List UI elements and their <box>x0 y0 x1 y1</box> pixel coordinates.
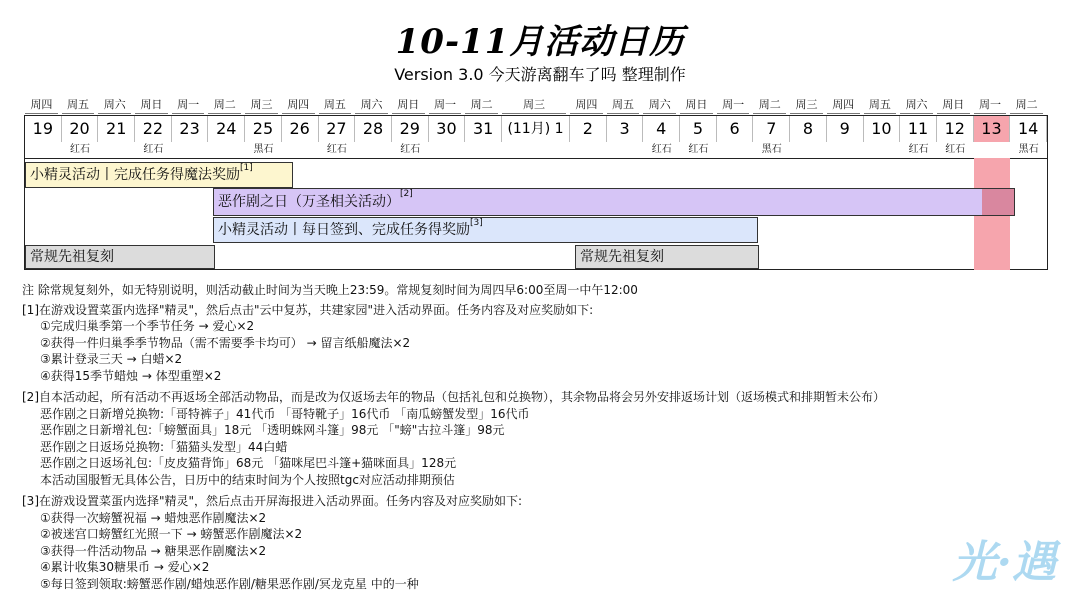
day-cell: 24 <box>208 116 245 142</box>
day-note: 红石 <box>651 144 672 155</box>
event-bar-sprite-checkin <box>213 217 758 243</box>
weekday-label: 周五 <box>864 98 897 114</box>
weekday-label: 周五 <box>319 98 352 114</box>
day-note: 红石 <box>908 144 929 155</box>
weekday-label: 周六 <box>643 98 676 114</box>
weekday-label: 周六 <box>355 98 388 114</box>
event-ref: [3] <box>470 218 483 228</box>
day-cell: 14 <box>1010 116 1047 142</box>
day-cell: 13 <box>974 116 1011 142</box>
weekday-label: 周日 <box>680 98 713 114</box>
note-3-item: ③获得一件活动物品 → 糖果恶作剧魔法×2 <box>40 543 267 558</box>
day-cell: 30 <box>429 116 466 142</box>
note-2-item: 恶作剧之日新增礼包:「螃蟹面具」18元 「透明蛛网斗篷」98元 「"螃"古拉斗篷」98元 <box>40 423 505 437</box>
calendar-grid <box>24 115 1048 270</box>
weekday-label: 周二 <box>753 98 786 114</box>
notes-section <box>22 282 1062 592</box>
day-note: 红石 <box>945 144 966 155</box>
day-cell: 21 <box>98 116 135 142</box>
day-cell: 5 <box>680 116 717 142</box>
note-2-item: 恶作剧之日返场兑换物:「猫猫头发型」44白蜡 <box>40 439 288 454</box>
day-cell: 27 <box>319 116 356 142</box>
weekday-label: 周二 <box>465 98 498 114</box>
day-cell: (11月) 1 <box>502 116 570 142</box>
event-bar-sprite-tasks <box>25 162 293 188</box>
weekday-label: 周三 <box>245 98 278 114</box>
weekday-label: 周五 <box>607 98 640 114</box>
event-ref: [1] <box>240 163 253 173</box>
day-note: 黑石 <box>761 144 782 155</box>
weekday-label: 周四 <box>282 98 315 114</box>
day-cell: 3 <box>607 116 644 142</box>
weekday-label: 周日 <box>135 98 168 114</box>
event-ref: [2] <box>400 189 413 199</box>
day-cell: 8 <box>790 116 827 142</box>
weekday-label: 周一 <box>717 98 750 114</box>
weekday-label: 周二 <box>1010 98 1043 114</box>
weekday-label: 周一 <box>974 98 1007 114</box>
day-cell: 2 <box>570 116 607 142</box>
weekday-label: 周二 <box>208 98 241 114</box>
day-cell: 22 <box>135 116 172 142</box>
day-cell: 4 <box>643 116 680 142</box>
note-1-item: ③累计登录三天 → 白蜡×2 <box>40 352 183 366</box>
event-label: 常规先祖复刻 <box>580 249 664 265</box>
note-2-item: 恶作剧之日新增兑换物:「哥特裤子」41代币 「哥特靴子」16代币 「南瓜螃蟹发型」16代币 <box>40 406 530 421</box>
watermark-logo: 光·遇 <box>952 537 1056 588</box>
page-title: 10-11月活动日历 <box>395 22 685 62</box>
event-label: 恶作剧之日（万圣相关活动） <box>218 194 400 210</box>
day-cell: 20 <box>62 116 99 142</box>
weekday-label: 周日 <box>937 98 970 114</box>
event-bar-mischief-day <box>213 188 1015 216</box>
today-overlap-tint <box>982 189 1015 215</box>
weekday-label: 周五 <box>62 98 95 114</box>
day-note-row <box>25 142 1047 159</box>
note-2-item: 本活动国服暂无具体公告，日历中的结束时间为个人按照tgc对应活动排期预估 <box>40 472 455 487</box>
day-cell: 9 <box>827 116 864 142</box>
note-3-item: ①获得一次螃蟹祝福 → 蜡烛恶作剧魔法×2 <box>40 510 267 525</box>
weekday-label: 周四 <box>570 98 603 114</box>
note-1-heading: [1]在游戏设置菜蛋内选择"精灵"，然后点击"云中复苏，共建家园"进入活动界面。任务内容及对应奖励如下: <box>22 302 594 317</box>
note-1-item: ④获得15季节蜡烛 → 体型重塑×2 <box>40 368 222 383</box>
day-note: 黑石 <box>253 144 274 155</box>
weekday-label: 周一 <box>429 98 462 114</box>
event-label: 常规先祖复刻 <box>30 249 114 265</box>
weekday-label: 周日 <box>392 98 425 114</box>
day-cell: 31 <box>465 116 502 142</box>
event-label: 小精灵活动丨完成任务得魔法奖励 <box>30 167 240 183</box>
note-3-item: ④累计收集30糖果币 → 爱心×2 <box>40 560 210 574</box>
note-3-item: ②被迷宫口螃蟹红光照一下 → 螃蟹恶作剧魔法×2 <box>40 527 303 541</box>
weekday-label: 周六 <box>900 98 933 114</box>
event-bar-spirit-rerun-2 <box>575 245 759 269</box>
day-cell: 10 <box>864 116 901 142</box>
note-intro: 注 除常规复刻外，如无特别说明，则活动截止时间为当天晚上23:59。常规复刻时间为周四早6:00至周一中午12:00 <box>22 283 638 297</box>
note-3-item: ⑤每日签到领取:螃蟹恶作剧/蜡烛恶作剧/糖果恶作剧/冥龙克星 中的一种 <box>40 576 419 591</box>
day-cell: 6 <box>717 116 754 142</box>
day-cell: 7 <box>753 116 790 142</box>
day-note: 红石 <box>326 144 347 155</box>
day-cell: 26 <box>282 116 319 142</box>
weekday-label: 周六 <box>98 98 131 114</box>
note-2-item: 恶作剧之日返场礼包:「皮皮猫背饰」68元 「猫咪尾巴斗篷+猫咪面具」128元 <box>40 456 457 470</box>
event-bar-spirit-rerun-1 <box>25 245 215 269</box>
day-cell: 28 <box>355 116 392 142</box>
weekday-label: 周三 <box>502 98 566 114</box>
day-cell: 25 <box>245 116 282 142</box>
weekday-label: 周四 <box>827 98 860 114</box>
day-note: 红石 <box>70 144 91 155</box>
day-note: 红石 <box>143 144 164 155</box>
event-label: 小精灵活动丨每日签到、完成任务得奖励 <box>218 222 470 238</box>
weekday-label: 周一 <box>172 98 205 114</box>
note-3-heading: [3]在游戏设置菜蛋内选择"精灵"，然后点击开屏海报进入活动界面。任务内容及对应奖励如下: <box>22 494 523 508</box>
note-1-item: ②获得一件归巢季季节物品（需不需要季卡均可） → 留言纸船魔法×2 <box>40 335 411 350</box>
day-number-row <box>25 116 1047 142</box>
day-note: 红石 <box>400 144 421 155</box>
day-cell: 11 <box>900 116 937 142</box>
note-2-heading: [2]自本活动起，所有活动不再返场全部活动物品，而是改为仅返场去年的物品（包括礼包和兑换物），其余物品将会另外安排返场计划（返场模式和排期暂未公布） <box>22 390 886 404</box>
note-1-item: ①完成归巢季第一个季节任务 → 爱心×2 <box>40 319 255 333</box>
day-note: 黑石 <box>1018 144 1039 155</box>
day-cell: 23 <box>172 116 209 142</box>
day-cell: 12 <box>937 116 974 142</box>
weekday-label: 周四 <box>25 98 58 114</box>
day-cell: 19 <box>25 116 62 142</box>
page-subtitle: Version 3.0 今天游离翻车了吗 整理制作 <box>394 65 686 84</box>
day-cell: 29 <box>392 116 429 142</box>
day-note: 红石 <box>688 144 709 155</box>
weekday-row <box>24 98 1048 114</box>
weekday-label: 周三 <box>790 98 823 114</box>
